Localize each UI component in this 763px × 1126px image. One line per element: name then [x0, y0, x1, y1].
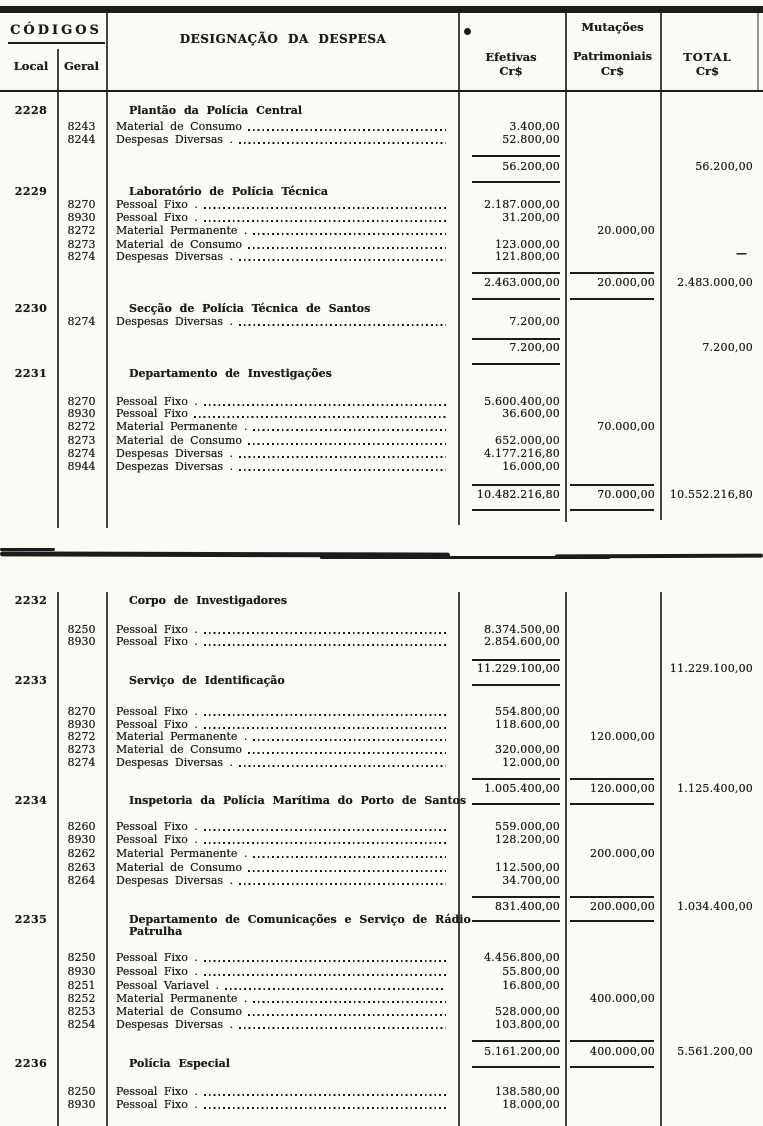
dot-leader — [225, 988, 446, 990]
expense-label: Material Permanente . — [116, 730, 248, 743]
section-total: 56.200,00 — [695, 160, 753, 173]
efetivas-column-header: Efetivas — [485, 50, 537, 64]
subtotal-patrimoniais: 120.000,00 — [590, 782, 655, 795]
geral-code: 8264 — [67, 874, 96, 887]
expense-label: Pessoal Fixo . — [116, 211, 198, 224]
section-title: Inspetoria da Polícia Marítima do Porto de Santos — [129, 794, 467, 807]
dot-leader — [204, 1107, 446, 1109]
expense-label: Material Permanente . — [116, 992, 248, 1005]
subtotal-overline-patrimoniais — [570, 1040, 654, 1042]
dot-leader — [204, 960, 446, 962]
efetivas-value: 52.800,00 — [502, 133, 560, 146]
subtotal-underline-efetivas — [472, 920, 560, 922]
efetivas-value: 559.000,00 — [495, 820, 560, 833]
expense-label: Pessoal Fixo — [116, 407, 188, 420]
scan-artifact-dash: — — [736, 247, 747, 260]
local-code: 2231 — [14, 367, 48, 380]
expense-row — [116, 979, 448, 992]
geral-code: 8274 — [67, 250, 96, 263]
geral-code: 8250 — [67, 951, 96, 964]
efetivas-value: 138.580,00 — [495, 1085, 560, 1098]
dot-leader — [204, 1094, 446, 1096]
subtotal-underline-efetivas — [472, 684, 560, 686]
geral-code: 8243 — [67, 120, 96, 133]
expense-row — [116, 992, 448, 1005]
patrimoniais-currency-label: Cr$ — [600, 64, 625, 78]
efetivas-value: 3.400,00 — [509, 120, 560, 133]
expense-row — [116, 874, 448, 887]
efetivas-value: 2.187.000,00 — [484, 198, 560, 211]
patrimoniais-value: 20.000,00 — [597, 224, 655, 237]
geral-code: 8274 — [67, 756, 96, 769]
efetivas-value: 7.200,00 — [509, 315, 560, 328]
section-title: Polícia Especial — [129, 1057, 230, 1070]
geral-code: 8930 — [67, 211, 96, 224]
section-title: Departamento de Investigações — [129, 367, 332, 380]
expense-row — [116, 743, 448, 756]
subtotal-patrimoniais: 400.000,00 — [590, 1045, 655, 1058]
geral-code: 8272 — [67, 224, 96, 237]
geral-code: 8260 — [67, 820, 96, 833]
subtotal-overline-patrimoniais — [570, 896, 654, 898]
expense-row — [116, 1005, 448, 1018]
dot-leader — [253, 856, 446, 858]
subtotal-efetivas: 7.200,00 — [509, 341, 560, 354]
efetivas-value: 12.000,00 — [502, 756, 560, 769]
expense-label: Pessoal Fixo . — [116, 820, 198, 833]
geral-code: 8250 — [67, 623, 96, 636]
geral-code: 8930 — [67, 965, 96, 978]
subtotal-overline-efetivas — [472, 896, 560, 898]
efetivas-value: 128.200,00 — [495, 833, 560, 846]
subtotal-underline-patrimoniais — [570, 920, 654, 922]
subtotal-efetivas: 5.161.200,00 — [484, 1045, 560, 1058]
subtotal-underline-efetivas — [472, 803, 560, 805]
expense-row — [116, 1085, 448, 1098]
dot-leader — [204, 632, 446, 634]
geral-code: 8273 — [67, 238, 96, 251]
section-title: Plantão da Polícia Central — [129, 104, 303, 117]
total-currency-label: Cr$ — [695, 64, 720, 78]
expense-label: Material de Consumo — [116, 743, 243, 756]
expense-label: Pessoal Fixo . — [116, 833, 198, 846]
efetivas-value: 103.800,00 — [495, 1018, 560, 1031]
expense-label: Despesas Diversas . — [116, 756, 234, 769]
geral-code: 8252 — [67, 992, 96, 1005]
expense-row — [116, 1018, 448, 1031]
expense-label: Material Permanente . — [116, 224, 248, 237]
subtotal-efetivas: 10.482.216,80 — [476, 488, 560, 501]
expense-label: Pessoal Fixo . — [116, 705, 198, 718]
efetivas-value: 34.700,00 — [502, 874, 560, 887]
expense-label: Pessoal Fixo . — [116, 1085, 198, 1098]
local-code: 2234 — [14, 794, 48, 807]
expense-row — [116, 820, 448, 833]
patrimoniais-value: 200.000,00 — [590, 847, 655, 860]
subtotal-patrimoniais: 200.000,00 — [590, 900, 655, 913]
local-code: 2228 — [14, 104, 48, 117]
expense-label: Material de Consumo — [116, 434, 243, 447]
local-code: 2232 — [14, 594, 48, 607]
patrimoniais-column-header: Patrimoniais — [573, 50, 652, 63]
geral-code: 8274 — [67, 315, 96, 328]
geral-column-header: Geral — [63, 59, 100, 73]
expense-label: Despesas Diversas . — [116, 133, 234, 146]
efetivas-value: 112.500,00 — [495, 861, 560, 874]
expense-label: Pessoal Fixo . — [116, 198, 198, 211]
expense-label: Despesas Diversas . — [116, 315, 234, 328]
subtotal-overline-efetivas — [472, 1040, 560, 1042]
section-total: 5.561.200,00 — [677, 1045, 753, 1058]
subtotal-efetivas: 831.400,00 — [495, 900, 560, 913]
efetivas-value: 2.854.600,00 — [484, 635, 560, 648]
dot-leader — [204, 644, 446, 646]
subtotal-patrimoniais: 20.000,00 — [597, 276, 655, 289]
expense-label: Pessoal Fixo . — [116, 635, 198, 648]
efetivas-value: 18.000,00 — [502, 1098, 560, 1111]
geral-code: 8253 — [67, 1005, 96, 1018]
dot-leader — [239, 883, 446, 885]
subtotal-patrimoniais: 70.000,00 — [597, 488, 655, 501]
expense-label: Despesas Diversas . — [116, 874, 234, 887]
expense-label: Pessoal Fixo . — [116, 623, 198, 636]
efetivas-value: 528.000,00 — [495, 1005, 560, 1018]
geral-code: 8250 — [67, 1085, 96, 1098]
subtotal-overline-efetivas — [472, 659, 560, 661]
geral-code: 8262 — [67, 847, 96, 860]
expense-label: Despesas Diversas . — [116, 447, 234, 460]
geral-code: 8930 — [67, 635, 96, 648]
subtotal-efetivas: 1.005.400,00 — [484, 782, 560, 795]
expense-row — [116, 833, 448, 846]
expense-row — [116, 847, 448, 860]
geral-code: 8930 — [67, 407, 96, 420]
efetivas-value: 320.000,00 — [495, 743, 560, 756]
section-total: 10.552.216,80 — [669, 488, 753, 501]
section-total: 7.200,00 — [702, 341, 753, 354]
dot-leader — [248, 752, 446, 754]
section-title: Departamento de Comunicações e Serviço de Rádio — [129, 913, 471, 926]
expense-label: Pessoal Fixo . — [116, 395, 198, 408]
geral-code: 8251 — [67, 979, 96, 992]
efetivas-value: 8.374.500,00 — [484, 623, 560, 636]
codes-column-group-header: CÓDIGOS — [10, 23, 102, 38]
dot-leader — [248, 870, 446, 872]
expense-label: Pessoal Fixo . — [116, 965, 198, 978]
subtotal-overline-efetivas — [472, 778, 560, 780]
subtotal-efetivas: 56.200,00 — [502, 160, 560, 173]
local-code: 2236 — [14, 1057, 48, 1070]
dot-leader — [204, 727, 446, 729]
efetivas-value: 5.600.400,00 — [484, 395, 560, 408]
dot-leader — [204, 974, 446, 976]
geral-code: 8263 — [67, 861, 96, 874]
subtotal-efetivas: 2.463.000,00 — [484, 276, 560, 289]
expense-row — [116, 635, 448, 648]
patrimoniais-value: 400.000,00 — [590, 992, 655, 1005]
efetivas-value: 4.177.216,80 — [484, 447, 560, 460]
mutacoes-column-header: Mutações — [581, 20, 644, 34]
expense-label: Pessoal Fixo . — [116, 1098, 198, 1111]
efetivas-value: 4.456.800,00 — [484, 951, 560, 964]
geral-code: 8254 — [67, 1018, 96, 1031]
geral-code: 8930 — [67, 718, 96, 731]
efetivas-currency-label: Cr$ — [499, 64, 523, 78]
expense-label: Pessoal Variavel . — [116, 979, 219, 992]
geral-code: 8930 — [67, 1098, 96, 1111]
geral-code: 8274 — [67, 447, 96, 460]
geral-code: 8930 — [67, 833, 96, 846]
efetivas-value: 123.000,00 — [495, 238, 560, 251]
section-total: 11.229.100,00 — [669, 662, 753, 675]
dot-leader — [204, 829, 446, 831]
efetivas-value: 31.200,00 — [502, 211, 560, 224]
local-code: 2229 — [14, 185, 48, 198]
patrimoniais-value: 120.000,00 — [590, 730, 655, 743]
efetivas-value: 16.000,00 — [502, 460, 560, 473]
efetivas-value: 16.800,00 — [502, 979, 560, 992]
expense-label: Material Permanente . — [116, 847, 248, 860]
expense-row — [116, 730, 448, 743]
dot-leader — [239, 765, 446, 767]
section-title: Serviço de Identificação — [129, 674, 285, 687]
expense-label: Material Permanente . — [116, 420, 248, 433]
total-column-header: TOTAL — [683, 50, 732, 64]
designacao-column-header: DESIGNAÇÃO DA DESPESA — [179, 32, 387, 46]
section-title: Laboratório de Polícia Técnica — [129, 185, 329, 198]
expense-row — [116, 861, 448, 874]
expense-row — [116, 951, 448, 964]
patrimoniais-value: 70.000,00 — [597, 420, 655, 433]
dot-leader — [253, 739, 446, 741]
dot-leader — [204, 714, 446, 716]
local-code: 2233 — [14, 674, 48, 687]
section-total: 1.034.400,00 — [677, 900, 753, 913]
efetivas-value: 55.800,00 — [502, 965, 560, 978]
efetivas-value: 652.000,00 — [495, 434, 560, 447]
geral-code: 8270 — [67, 705, 96, 718]
dot-leader — [239, 1027, 446, 1029]
subtotal-overline-patrimoniais — [570, 778, 654, 780]
efetivas-value: 118.600,00 — [495, 718, 560, 731]
section-title-line2: Patrulha — [129, 925, 183, 938]
expense-label: Material de Consumo — [116, 861, 243, 874]
section-total: 2.483.000,00 — [677, 276, 753, 289]
geral-code: 8244 — [67, 133, 96, 146]
geral-code: 8944 — [67, 460, 96, 473]
expense-label: Pessoal Fixo . — [116, 718, 198, 731]
subtotal-efetivas: 11.229.100,00 — [476, 662, 560, 675]
expense-label: Material de Consumo — [116, 120, 243, 133]
local-code: 2230 — [14, 302, 48, 315]
dot-leader — [248, 1014, 446, 1016]
efetivas-value: 121.800,00 — [495, 250, 560, 263]
dot-leader — [253, 1001, 446, 1003]
expense-label: Material de Consumo — [116, 238, 243, 251]
efetivas-value: 36.600,00 — [502, 407, 560, 420]
expense-label: Pessoal Fixo . — [116, 951, 198, 964]
geral-code: 8273 — [67, 434, 96, 447]
geral-code: 8273 — [67, 743, 96, 756]
expense-label: Despesas Diversas . — [116, 1018, 234, 1031]
expense-row — [116, 965, 448, 978]
expense-row — [116, 705, 448, 718]
section-total: 1.125.400,00 — [677, 782, 753, 795]
efetivas-value: 554.800,00 — [495, 705, 560, 718]
expense-label: Despezas Diversas . — [116, 460, 234, 473]
expense-label: Material de Consumo — [116, 1005, 243, 1018]
geral-code: 8272 — [67, 730, 96, 743]
subtotal-underline-efetivas — [472, 1066, 560, 1068]
expense-label: Despesas Diversas . — [116, 250, 234, 263]
subtotal-underline-patrimoniais — [570, 1066, 654, 1068]
expense-row — [116, 1098, 448, 1111]
section-title: Secção de Polícia Técnica de Santos — [129, 302, 371, 315]
subtotal-underline-patrimoniais — [570, 803, 654, 805]
geral-code: 8270 — [67, 198, 96, 211]
local-code: 2235 — [14, 913, 48, 926]
geral-code: 8272 — [67, 420, 96, 433]
section-title: Corpo de Investigadores — [129, 594, 288, 607]
expense-row — [116, 756, 448, 769]
local-column-header: Local — [13, 59, 49, 73]
geral-code: 8270 — [67, 395, 96, 408]
dot-leader — [204, 842, 446, 844]
